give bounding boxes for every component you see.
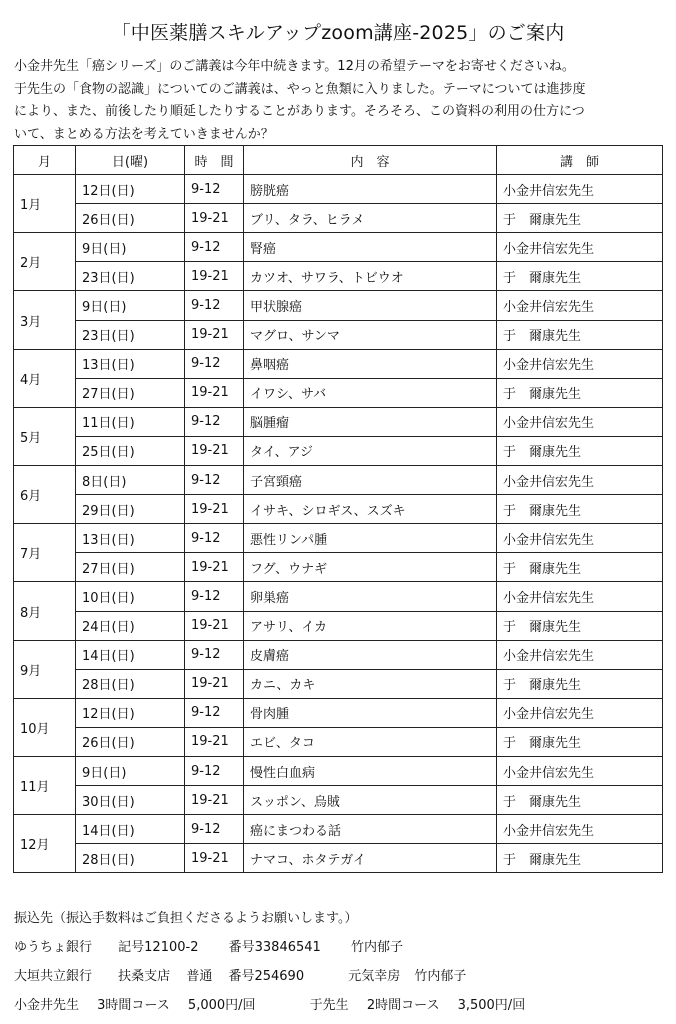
lecturer-cell: 小金井信宏先生: [497, 582, 663, 611]
header-lecturer: 講 師: [497, 146, 663, 175]
time-cell: 19-21: [185, 611, 244, 640]
lecturer-cell: 小金井信宏先生: [497, 640, 663, 669]
topic-cell: 皮膚癌: [244, 640, 497, 669]
lecturer-cell: 小金井信宏先生: [497, 815, 663, 844]
time-cell: 19-21: [185, 436, 244, 465]
date-cell: 28日(日): [76, 844, 185, 873]
table-row: [14, 524, 663, 553]
time-cell: 19-21: [185, 844, 244, 873]
topic-cell: イサキ、シロギス、スズキ: [244, 495, 497, 524]
date-cell: 12日(日): [76, 175, 185, 204]
table-row: [14, 495, 663, 524]
date-cell: 8日(日): [76, 466, 185, 495]
lecturer-cell: 于 爾康先生: [497, 786, 663, 815]
lecturer-cell: 小金井信宏先生: [497, 466, 663, 495]
date-cell: 23日(日): [76, 262, 185, 291]
lecturer-cell: 小金井信宏先生: [497, 291, 663, 320]
date-cell: 28日(日): [76, 669, 185, 698]
topic-cell: タイ、アジ: [244, 436, 497, 465]
table-row: [14, 291, 663, 320]
topic-cell: 慢性白血病: [244, 756, 497, 785]
header-topic: 内 容: [244, 146, 497, 175]
date-cell: 23日(日): [76, 320, 185, 349]
schedule-body: [14, 175, 663, 873]
time-cell: 9-12: [185, 233, 244, 262]
account-holder: 竹内郁子: [350, 940, 403, 955]
table-row: [14, 407, 663, 436]
topic-cell: フグ、ウナギ: [244, 553, 497, 582]
date-cell: 29日(日): [76, 495, 185, 524]
shop-name: 元気幸房: [348, 969, 401, 984]
payment-info: [14, 908, 674, 1024]
month-cell: 6月: [14, 466, 76, 524]
table-header-row: [14, 146, 663, 175]
account-holder: 竹内郁子: [414, 969, 467, 984]
table-row: [14, 553, 663, 582]
time-cell: 9-12: [185, 640, 244, 669]
topic-cell: 癌にまつわる話: [244, 815, 497, 844]
date-cell: 9日(日): [76, 233, 185, 262]
account-code: 記号12100-2: [118, 940, 199, 955]
time-cell: 9-12: [185, 524, 244, 553]
bank-name: 大垣共立銀行: [14, 969, 93, 984]
lecturer-cell: 小金井信宏先生: [497, 698, 663, 727]
topic-cell: 卵巣癌: [244, 582, 497, 611]
time-cell: 9-12: [185, 175, 244, 204]
date-cell: 11日(日): [76, 407, 185, 436]
lecturer-cell: 小金井信宏先生: [497, 756, 663, 785]
lecturer-cell: 于 爾康先生: [497, 727, 663, 756]
month-cell: 1月: [14, 175, 76, 233]
table-row: [14, 640, 663, 669]
date-cell: 12日(日): [76, 698, 185, 727]
date-cell: 10日(日): [76, 582, 185, 611]
lecturer-cell: 于 爾康先生: [497, 436, 663, 465]
month-cell: 3月: [14, 291, 76, 349]
topic-cell: カツオ、サワラ、トビウオ: [244, 262, 497, 291]
fee-course: 2時間コース: [366, 998, 440, 1013]
lecturer-cell: 于 爾康先生: [497, 378, 663, 407]
table-row: [14, 175, 663, 204]
course-fees: [14, 995, 674, 1024]
intro-line: 于先生の「食物の認識」についてのご講義は、やっと魚類に入りました。テーマについては進捗度: [14, 81, 586, 97]
topic-cell: 脳腫瘤: [244, 407, 497, 436]
branch-name: 扶桑支店: [118, 969, 171, 984]
header-date: 日(曜): [76, 146, 185, 175]
table-row: [14, 815, 663, 844]
table-row: [14, 582, 663, 611]
lecturer-cell: 于 爾康先生: [497, 262, 663, 291]
lecturer-cell: 小金井信宏先生: [497, 349, 663, 378]
lecturer-cell: 于 爾康先生: [497, 553, 663, 582]
time-cell: 19-21: [185, 320, 244, 349]
table-row: [14, 262, 663, 291]
date-cell: 9日(日): [76, 291, 185, 320]
account-type: 普通: [186, 969, 213, 984]
date-cell: 14日(日): [76, 640, 185, 669]
table-row: [14, 204, 663, 233]
topic-cell: ブリ、タラ、ヒラメ: [244, 204, 497, 233]
time-cell: 9-12: [185, 349, 244, 378]
month-cell: 9月: [14, 640, 76, 698]
fee-price: 5,000円/回: [187, 998, 256, 1013]
bank-name: ゆうちょ銀行: [14, 940, 93, 955]
table-row: [14, 669, 663, 698]
time-cell: 9-12: [185, 582, 244, 611]
schedule-table: [13, 145, 663, 873]
bank-yucho: [14, 937, 674, 966]
time-cell: 19-21: [185, 786, 244, 815]
fee-teacher: 小金井先生: [14, 998, 80, 1013]
time-cell: 19-21: [185, 204, 244, 233]
month-cell: 10月: [14, 698, 76, 756]
table-row: [14, 786, 663, 815]
table-row: [14, 844, 663, 873]
date-cell: 27日(日): [76, 553, 185, 582]
fee-course: 3時間コース: [97, 998, 170, 1013]
time-cell: 19-21: [185, 262, 244, 291]
month-cell: 5月: [14, 407, 76, 465]
date-cell: 13日(日): [76, 349, 185, 378]
date-cell: 30日(日): [76, 786, 185, 815]
date-cell: 27日(日): [76, 378, 185, 407]
date-cell: 25日(日): [76, 436, 185, 465]
lecturer-cell: 于 爾康先生: [497, 320, 663, 349]
page-title: 「中医薬膳スキルアップzoom講座-2025」のご案内: [111, 22, 565, 44]
topic-cell: カニ、カキ: [244, 669, 497, 698]
month-cell: 2月: [14, 233, 76, 291]
topic-cell: 骨肉腫: [244, 698, 497, 727]
lecturer-cell: 于 爾康先生: [497, 495, 663, 524]
intro-line: いて、まとめる方法を考えていきませんか？: [14, 126, 274, 142]
table-row: [14, 727, 663, 756]
month-cell: 11月: [14, 756, 76, 814]
topic-cell: 悪性リンパ腫: [244, 524, 497, 553]
month-cell: 4月: [14, 349, 76, 407]
date-cell: 26日(日): [76, 204, 185, 233]
date-cell: 9日(日): [76, 756, 185, 785]
table-row: [14, 320, 663, 349]
intro-text: [14, 56, 674, 146]
lecturer-cell: 于 爾康先生: [497, 669, 663, 698]
month-cell: 7月: [14, 524, 76, 582]
time-cell: 19-21: [185, 495, 244, 524]
topic-cell: 甲状腺癌: [244, 291, 497, 320]
topic-cell: マグロ、サンマ: [244, 320, 497, 349]
date-cell: 24日(日): [76, 611, 185, 640]
topic-cell: スッポン、烏賊: [244, 786, 497, 815]
lecturer-cell: 小金井信宏先生: [497, 233, 663, 262]
time-cell: 19-21: [185, 669, 244, 698]
fee-teacher: 于先生: [309, 998, 349, 1013]
lecturer-cell: 于 爾康先生: [497, 204, 663, 233]
topic-cell: ナマコ、ホタテガイ: [244, 844, 497, 873]
table-row: [14, 698, 663, 727]
intro-line: により、また、前後したり順延したりすることがあります。そろそろ、この資料の利用の仕方につ: [14, 104, 585, 119]
intro-line: 小金井先生「癌シリーズ」のご講義は今年中続きます。12月の希望テーマをお寄せくださいね。: [14, 59, 575, 74]
lecturer-cell: 于 爾康先生: [497, 844, 663, 873]
time-cell: 19-21: [185, 727, 244, 756]
date-cell: 13日(日): [76, 524, 185, 553]
header-time: 時 間: [185, 146, 244, 175]
topic-cell: 膀胱癌: [244, 175, 497, 204]
time-cell: 9-12: [185, 815, 244, 844]
table-row: [14, 611, 663, 640]
time-cell: 19-21: [185, 378, 244, 407]
topic-cell: エビ、タコ: [244, 727, 497, 756]
topic-cell: イワシ、サバ: [244, 378, 497, 407]
lecturer-cell: 小金井信宏先生: [497, 407, 663, 436]
table-row: [14, 756, 663, 785]
time-cell: 9-12: [185, 466, 244, 495]
fee-price: 3,500円/回: [457, 998, 526, 1013]
time-cell: 19-21: [185, 553, 244, 582]
time-cell: 9-12: [185, 407, 244, 436]
time-cell: 9-12: [185, 756, 244, 785]
table-row: [14, 378, 663, 407]
table-row: [14, 349, 663, 378]
account-number: 番号254690: [228, 969, 305, 984]
header-month: 月: [14, 146, 76, 175]
account-number: 番号33846541: [228, 940, 321, 955]
lecturer-cell: 小金井信宏先生: [497, 524, 663, 553]
topic-cell: アサリ、イカ: [244, 611, 497, 640]
month-cell: 12月: [14, 815, 76, 873]
time-cell: 9-12: [185, 698, 244, 727]
month-cell: 8月: [14, 582, 76, 640]
date-cell: 14日(日): [76, 815, 185, 844]
table-row: [14, 436, 663, 465]
topic-cell: 鼻咽癌: [244, 349, 497, 378]
time-cell: 9-12: [185, 291, 244, 320]
table-row: [14, 466, 663, 495]
payment-heading: 振込先（振込手数料はご負担くださるようお願いします。）: [14, 911, 358, 926]
topic-cell: 子宮頸癌: [244, 466, 497, 495]
topic-cell: 腎癌: [244, 233, 497, 262]
lecturer-cell: 小金井信宏先生: [497, 175, 663, 204]
date-cell: 26日(日): [76, 727, 185, 756]
lecturer-cell: 于 爾康先生: [497, 611, 663, 640]
table-row: [14, 233, 663, 262]
bank-ogaki: [14, 966, 674, 995]
